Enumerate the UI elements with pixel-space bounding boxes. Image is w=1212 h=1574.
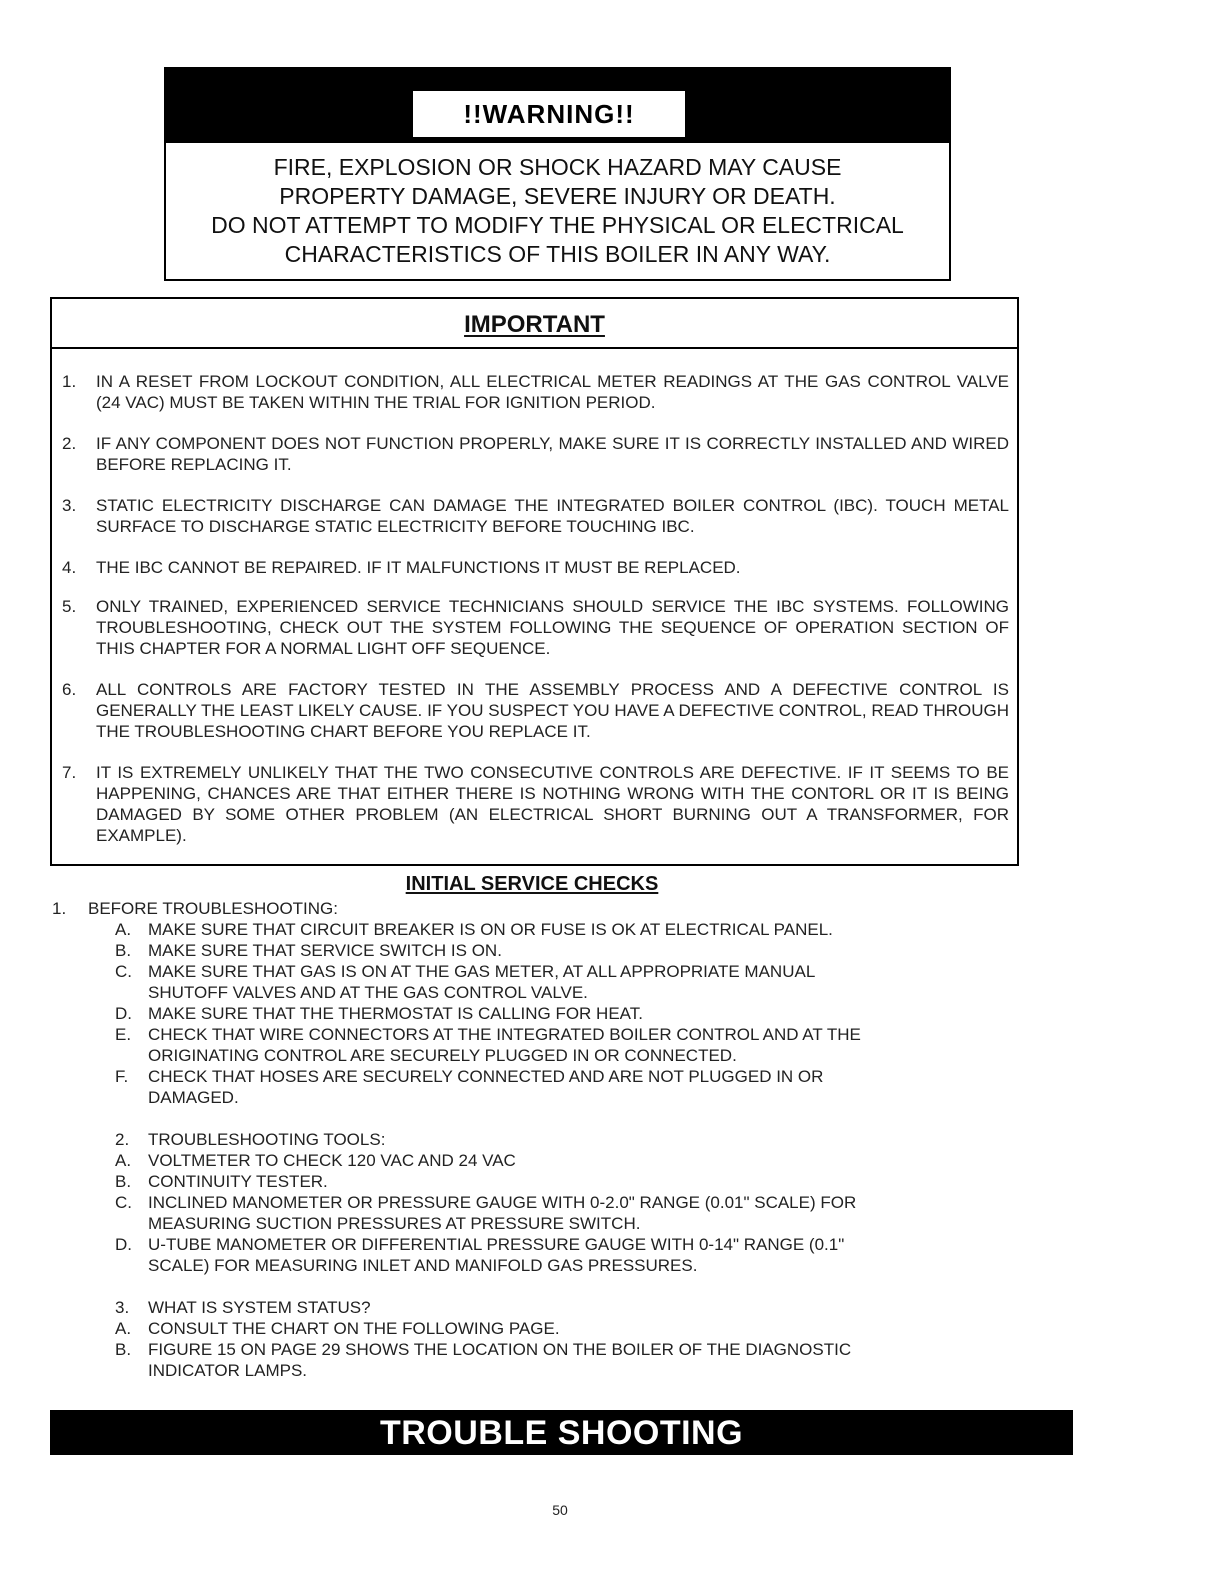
warning-line: FIRE, EXPLOSION OR SHOCK HAZARD MAY CAUSE (273, 154, 842, 180)
page-number: 50 (552, 1502, 568, 1518)
tool-letter: A. (115, 1151, 132, 1170)
item-number: 5. (62, 597, 77, 616)
warning-box (164, 67, 951, 281)
item-text: IT IS EXTREMELY UNLIKELY THAT THE TWO CONSECUTIVE CONTROLS ARE DEFECTIVE. IF IT SEEMS TO BE HAPPENING, CHANCES ARE THAT EITHER THERE IS NOTHING WRONG WITH THE CONTORL OR IT IS BEING DAMAGED BY SOME OTHER PROBLEM (AN ELECTRICAL SHORT BURNING OUT A TRANSFORMER, FOR EXAMPLE). (96, 763, 1009, 845)
status-text: FIGURE 15 ON PAGE 29 SHOWS THE LOCATION ON THE BOILER OF THE DIAGNOSTIC (148, 1340, 852, 1359)
check-letter: D. (115, 1004, 132, 1023)
tool-letter: B. (115, 1172, 132, 1191)
item-number: 4. (62, 558, 77, 577)
check-letter: C. (115, 962, 132, 981)
item-text: IF ANY COMPONENT DOES NOT FUNCTION PROPERLY, MAKE SURE IT IS CORRECTLY INSTALLED AND WIRED BEFORE REPLACING IT. (96, 434, 1009, 474)
item-number: 7. (62, 763, 77, 782)
section-number: 2. (115, 1130, 130, 1149)
tool-text: CONTINUITY TESTER. (148, 1172, 328, 1191)
status-letter: B. (115, 1340, 132, 1359)
check-text: DAMAGED. (148, 1088, 239, 1107)
section-heading: BEFORE TROUBLESHOOTING: (88, 899, 339, 918)
item-number: 1. (62, 372, 77, 391)
check-letter: F. (115, 1067, 129, 1086)
tool-letter: D. (115, 1235, 132, 1254)
important-item (52, 495, 1017, 537)
item-number: 3. (62, 496, 77, 515)
item-text: ONLY TRAINED, EXPERIENCED SERVICE TECHNICIANS SHOULD SERVICE THE IBC SYSTEMS. FOLLOWING TROUBLESHOOTING, CHECK OUT THE SYSTEM FOLLOWING THE SEQUENCE OF OPERATION SECTION OF THIS CHAPTER FOR A NORMAL LIGHT OFF SEQUENCE. (96, 597, 1009, 658)
important-item (52, 762, 1017, 846)
check-letter: E. (115, 1025, 132, 1044)
status-text: CONSULT THE CHART ON THE FOLLOWING PAGE. (148, 1319, 560, 1338)
check-letter: A. (115, 920, 132, 939)
warning-line: CHARACTERISTICS OF THIS BOILER IN ANY WAY. (284, 241, 831, 267)
tool-text: SCALE) FOR MEASURING INLET AND MANIFOLD GAS PRESSURES. (148, 1256, 698, 1275)
important-item (52, 557, 1017, 578)
status-letter: A. (115, 1319, 132, 1338)
check-text: MAKE SURE THAT CIRCUIT BREAKER IS ON OR FUSE IS OK AT ELECTRICAL PANEL. (148, 920, 833, 939)
section-heading: TROUBLESHOOTING TOOLS: (148, 1130, 386, 1149)
tool-text: MEASURING SUCTION PRESSURES AT PRESSURE SWITCH. (148, 1214, 641, 1233)
warning-label: !!WARNING!! (411, 89, 687, 139)
check-text: MAKE SURE THAT GAS IS ON AT THE GAS METER, AT ALL APPROPRIATE MANUAL (148, 962, 816, 981)
section-heading: WHAT IS SYSTEM STATUS? (148, 1298, 371, 1317)
check-letter: B. (115, 941, 132, 960)
important-title-text: IMPORTANT (464, 311, 605, 338)
warning-line: DO NOT ATTEMPT TO MODIFY THE PHYSICAL OR ELECTRICAL (211, 212, 904, 238)
important-item (52, 371, 1017, 413)
important-item (52, 433, 1017, 475)
check-text: ORIGINATING CONTROL ARE SECURELY PLUGGED IN OR CONNECTED. (148, 1046, 737, 1065)
item-number: 6. (62, 680, 77, 699)
tool-text: INCLINED MANOMETER OR PRESSURE GAUGE WITH 0-2.0" RANGE (0.01" SCALE) FOR (148, 1193, 857, 1212)
item-text: THE IBC CANNOT BE REPAIRED. IF IT MALFUNCTIONS IT MUST BE REPLACED. (96, 558, 741, 577)
initial-service-checks-title (0, 873, 1064, 896)
item-text: STATIC ELECTRICITY DISCHARGE CAN DAMAGE THE INTEGRATED BOILER CONTROL (IBC). TOUCH METAL SURFACE TO DISCHARGE STATIC ELECTRICITY BEFORE TOUCHING IBC. (96, 496, 1009, 536)
check-text: SHUTOFF VALVES AND AT THE GAS CONTROL VALVE. (148, 983, 588, 1002)
tool-letter: C. (115, 1193, 132, 1212)
item-text: IN A RESET FROM LOCKOUT CONDITION, ALL ELECTRICAL METER READINGS AT THE GAS CONTROL VALVE (24 VAC) MUST BE TAKEN WITHIN THE TRIAL FOR IGNITION PERIOD. (96, 372, 1009, 412)
important-item (52, 596, 1017, 659)
item-text: ALL CONTROLS ARE FACTORY TESTED IN THE ASSEMBLY PROCESS AND A DEFECTIVE CONTROL IS GENERALLY THE LEAST LIKELY CAUSE. IF YOU SUSPECT YOU HAVE A DEFECTIVE CONTROL, READ THROUGH THE TROUBLESHOOTING CHART BEFORE YOU REPLACE IT. (96, 680, 1009, 741)
tool-text: U-TUBE MANOMETER OR DIFFERENTIAL PRESSURE GAUGE WITH 0-14" RANGE (0.1" (148, 1235, 845, 1254)
check-text: MAKE SURE THAT THE THERMOSTAT IS CALLING FOR HEAT. (148, 1004, 643, 1023)
status-text: INDICATOR LAMPS. (148, 1361, 308, 1380)
important-title (52, 299, 1017, 349)
warning-text (166, 153, 949, 269)
check-text: MAKE SURE THAT SERVICE SWITCH IS ON. (148, 941, 502, 960)
initial-service-checks-title-text: INITIAL SERVICE CHECKS (405, 873, 659, 895)
item-number: 2. (62, 434, 77, 453)
check-text: CHECK THAT HOSES ARE SECURELY CONNECTED AND ARE NOT PLUGGED IN OR (148, 1067, 824, 1086)
important-box (50, 297, 1019, 866)
important-item (52, 679, 1017, 742)
tool-text: VOLTMETER TO CHECK 120 VAC AND 24 VAC (148, 1151, 516, 1170)
check-text: CHECK THAT WIRE CONNECTORS AT THE INTEGRATED BOILER CONTROL AND AT THE (148, 1025, 861, 1044)
warning-line: PROPERTY DAMAGE, SEVERE INJURY OR DEATH. (279, 183, 836, 209)
section-number: 3. (115, 1298, 130, 1317)
important-list (52, 371, 1017, 866)
trouble-shooting-banner: TROUBLE SHOOTING (50, 1410, 1073, 1455)
section-number: 1. (52, 899, 67, 918)
